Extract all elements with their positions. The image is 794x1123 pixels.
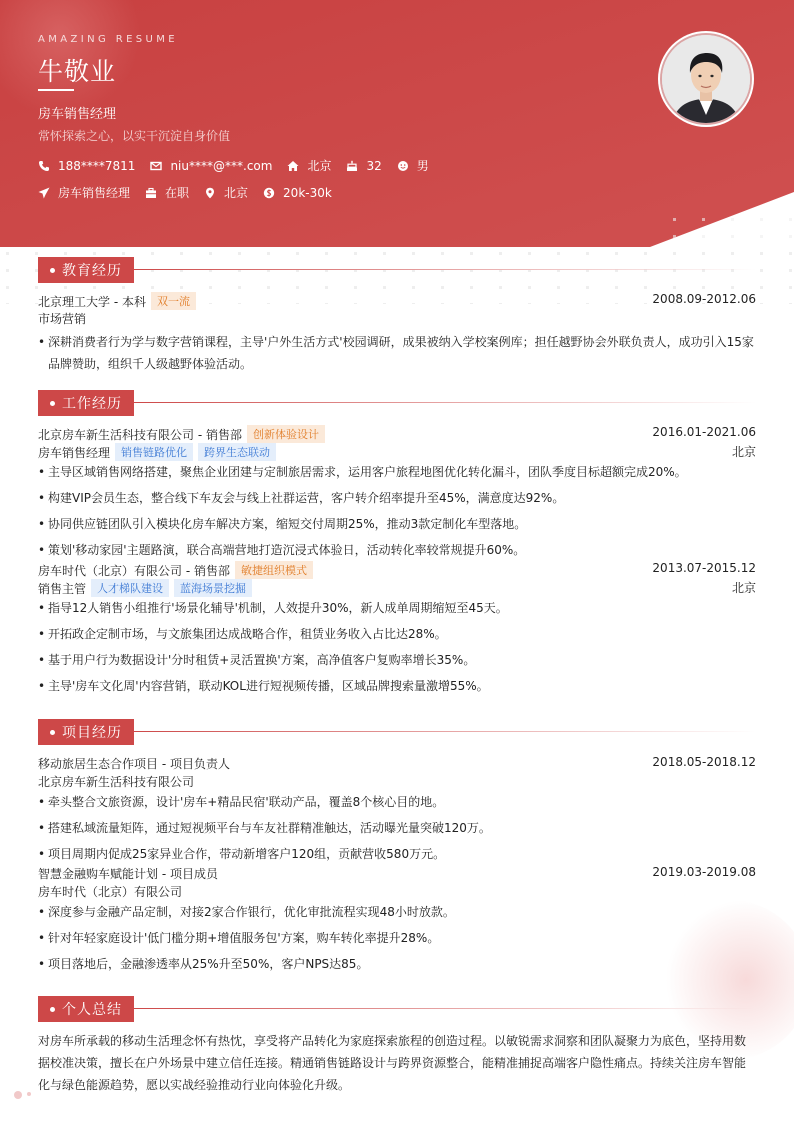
work-title: 工作经历: [62, 396, 122, 412]
project-date: 2019.03-2019.08: [652, 865, 756, 879]
phone-item: [38, 159, 135, 173]
mail-icon: [150, 160, 162, 172]
skill-tag: 蓝海场景挖掘: [174, 579, 252, 597]
location-icon: [204, 187, 216, 199]
summary-title: 个人总结: [62, 1002, 122, 1018]
job-company: 房车时代（北京）有限公司 - 销售部: [38, 563, 230, 578]
job-bullet: • 协同供应链团队引入模块化房车解决方案，缩短交付周期25%，推动3款定制化车型落地。: [38, 513, 756, 535]
portrait-image: [662, 35, 750, 123]
work-section: [38, 390, 756, 697]
status-item: [145, 184, 189, 201]
project-header: [38, 755, 756, 773]
home-text: 北京: [307, 159, 332, 173]
briefcase-icon: [145, 187, 157, 199]
summary-text: 对房车所承载的移动生活理念怀有热忱，享受将产品转化为家庭探索旅程的创造过程。以敏锐需求洞察和团队凝聚力为底色，坚持用数据校准决策，擅长在户外场景中建立信任连接。精通销售链路设计与跨界资源整合，能精准捕捉高端客户隐性痛点。持续关注房车智能化与绿色能源趋势，愿以实战经验推动行业向体验化升级。: [38, 1034, 747, 1092]
summary-header: [38, 996, 756, 1022]
job-tag: 创新体验设计: [247, 425, 325, 443]
gender-item: [397, 157, 429, 174]
job-header: [38, 561, 756, 579]
candidate-title: 房车销售经理: [38, 107, 117, 122]
intent-position-item: [38, 184, 130, 201]
school-tag: 双一流: [151, 292, 196, 310]
projects-title: 项目经历: [62, 725, 122, 741]
summary-divider: [134, 1008, 756, 1009]
project-entry: [38, 755, 756, 865]
projects-header: [38, 719, 756, 745]
project-bullet: • 深度参与金融产品定制，对接2家合作银行，优化审批流程实现48小时放款。: [38, 901, 756, 923]
project-date: 2018.05-2018.12: [652, 755, 756, 769]
education-entry-header: [38, 292, 756, 310]
job-bullet: • 指导12人销售小组推行'场景化辅导'机制，人效提升30%，新人成单周期缩短至45天。: [38, 597, 756, 619]
job-bullet: • 主导区域销售网络搭建，聚焦企业团建与定制旅居需求，运用客户旅程地图优化转化漏斗，团队季度目标超额完成20%。: [38, 461, 756, 483]
job-entry: [38, 425, 756, 561]
job-bullet: • 基于用户行为数据设计'分时租赁+灵活置换'方案，高净值客户复购率增长35%。: [38, 649, 756, 671]
skill-tag: 销售链路优化: [115, 443, 193, 461]
job-role: 销售主管: [38, 581, 87, 596]
job-location: 北京: [731, 581, 756, 595]
age-text: 32: [366, 158, 382, 173]
intent-position-text: 房车销售经理: [58, 186, 131, 200]
job-role-row: [38, 579, 756, 597]
brand-text: AMAZING RESUME: [38, 34, 178, 45]
job-bullet: • 开拓政企定制市场，与文旅集团达成战略合作，租赁业务收入占比达28%。: [38, 623, 756, 645]
avatar: [658, 31, 754, 127]
work-divider: [134, 402, 756, 403]
projects-section: [38, 719, 756, 975]
job-date: 2013.07-2015.12: [652, 561, 756, 575]
job-role: 房车销售经理: [38, 445, 111, 460]
phone-text: 188****7811: [58, 158, 136, 173]
job-date: 2016.01-2021.06: [652, 425, 756, 439]
job-bullet: • 策划'移动家园'主题路演，联合高端营地打造沉浸式体验日，活动转化率较常规提升60%。: [38, 539, 756, 561]
cake-icon: [346, 160, 358, 172]
projects-divider: [134, 731, 756, 732]
email-item: [150, 159, 272, 173]
salary-icon: [263, 187, 275, 199]
email-text: niu****@***.com: [170, 158, 273, 173]
education-bullet: • 深耕消费者行为学与数字营销课程，主导'户外生活方式'校园调研，成果被纳入学校案例库；担任越野协会外联负责人，成功引入15家品牌赞助，组织千人级越野体验活动。: [38, 331, 756, 375]
education-title-tag: [38, 257, 134, 283]
gender-icon: [397, 160, 409, 172]
status-text: 在职: [165, 186, 190, 200]
job-bullet: • 构建VIP会员生态，整合线下车友会与线上社群运营，客户转介绍率提升至45%，满意度达92%。: [38, 487, 756, 509]
project-org: 北京房车新生活科技有限公司: [38, 775, 195, 789]
education-header: [38, 257, 756, 283]
summary-section: [38, 996, 756, 1096]
send-icon: [38, 187, 50, 199]
job-intent-row: [38, 184, 347, 201]
name-underline: [38, 89, 74, 91]
project-entry: [38, 865, 756, 975]
city-text: 北京: [224, 186, 249, 200]
project-bullet: • 搭建私域流量矩阵，通过短视频平台与车友社群精准触达，活动曝光量突破120万。: [38, 817, 756, 839]
job-header: [38, 425, 756, 443]
project-bullet: • 牵头整合文旅资源，设计'房车+精品民宿'联动产品，覆盖8个核心目的地。: [38, 791, 756, 813]
project-name: 移动旅居生态合作项目 - 项目负责人: [38, 757, 230, 771]
job-company: 北京房车新生活科技有限公司 - 销售部: [38, 427, 242, 442]
education-divider: [134, 269, 756, 270]
avatar-photo: [662, 35, 750, 123]
candidate-motto: 常怀探索之心，以实干沉淀自身价值: [38, 129, 231, 143]
candidate-name: 牛敬业: [38, 57, 117, 86]
project-bullet: • 项目落地后，金融渗透率从25%升至50%，客户NPS达85。: [38, 953, 756, 975]
home-item: [287, 157, 331, 174]
projects-title-tag: [38, 719, 134, 745]
city-item: [204, 184, 248, 201]
summary-title-tag: [38, 996, 134, 1022]
project-bullet: • 项目周期内促成25家异业合作，带动新增客户120组，贡献营收580万元。: [38, 843, 756, 865]
project-header: [38, 865, 756, 883]
education-title: 教育经历: [62, 263, 122, 279]
contact-row: [38, 157, 444, 174]
salary-text: 20k-30k: [283, 185, 332, 200]
job-location: 北京: [731, 445, 756, 459]
job-tag: 敏捷组织模式: [235, 561, 313, 579]
age-item: [346, 159, 381, 173]
project-bullet: • 针对年轻家庭设计'低门槛分期+增值服务包'方案，购车转化率提升28%。: [38, 927, 756, 949]
job-role-row: [38, 443, 756, 461]
work-title-tag: [38, 390, 134, 416]
skill-tag: 人才梯队建设: [91, 579, 169, 597]
salary-item: [263, 186, 332, 200]
education-date: 2008.09-2012.06: [652, 292, 756, 306]
education-section: [38, 257, 756, 375]
home-icon: [287, 160, 299, 172]
job-bullet: • 主导'房车文化周'内容营销，联动KOL进行短视频传播，区域品牌搜索量激增55%。: [38, 675, 756, 697]
skill-tag: 跨界生态联动: [198, 443, 276, 461]
job-entry: [38, 561, 756, 697]
project-name: 智慧金融购车赋能计划 - 项目成员: [38, 867, 218, 881]
gender-text: 男: [416, 159, 429, 173]
resume-header: [0, 0, 794, 247]
education-major: 市场营销: [38, 312, 87, 326]
work-header: [38, 390, 756, 416]
school-name: 北京理工大学 - 本科: [38, 294, 146, 309]
project-org: 房车时代（北京）有限公司: [38, 885, 183, 899]
phone-icon: [38, 160, 50, 172]
